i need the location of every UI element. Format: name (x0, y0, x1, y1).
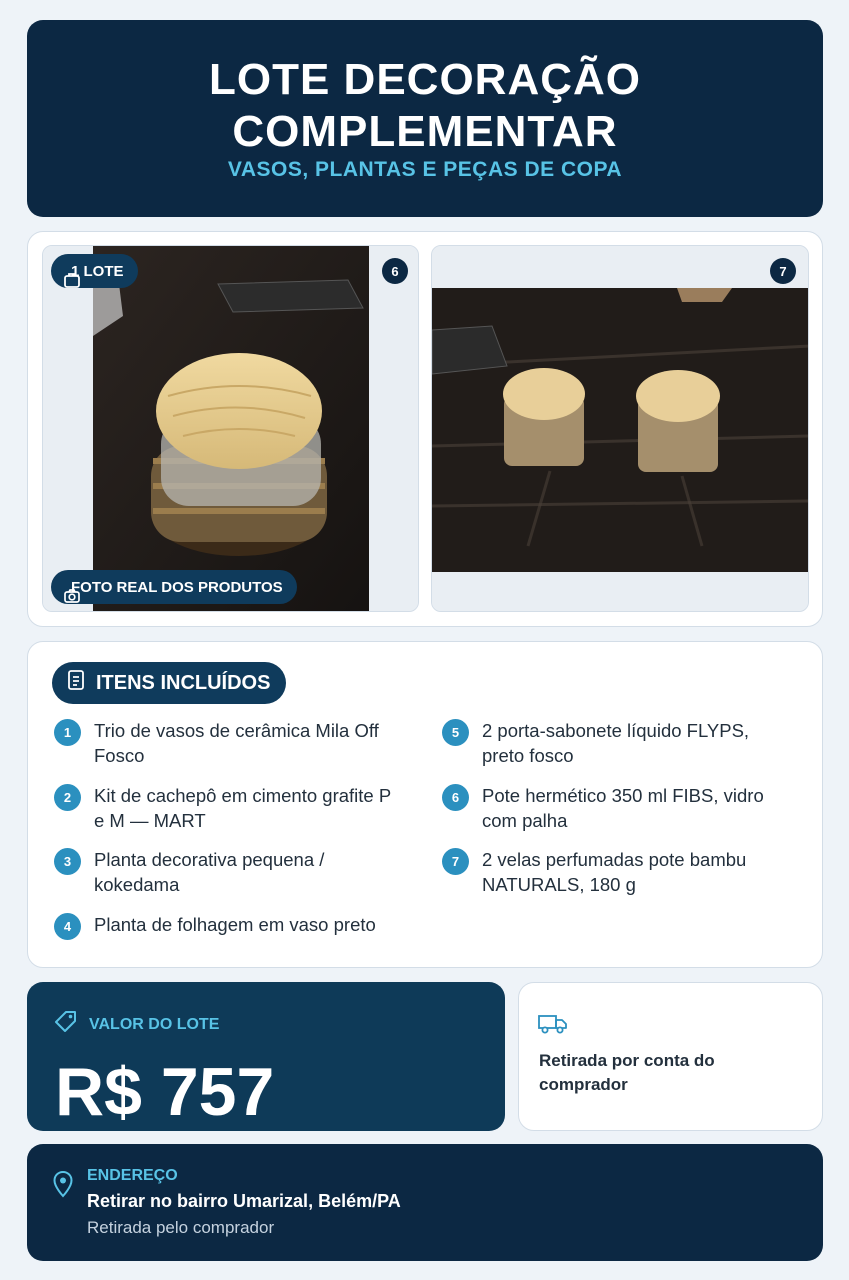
truck-icon (538, 1012, 568, 1041)
photo-number-badge: 6 (382, 258, 408, 284)
item-number: 1 (54, 719, 81, 746)
list-item (442, 847, 792, 897)
pickup-text: Retirada por conta do comprador (539, 1051, 715, 1094)
item-text: 2 porta-sabonete líquido FLYPS, preto fosco (482, 720, 750, 766)
address-card (27, 1144, 823, 1261)
lot-count-label: 1 LOTE (71, 262, 124, 280)
map-pin-icon (52, 1170, 74, 1203)
real-photo-label: FOTO REAL DOS PRODUTOS (71, 578, 283, 596)
list-item (54, 783, 404, 833)
address-secondary: Retirada pelo comprador (87, 1218, 275, 1237)
title-line-2: COMPLEMENTAR (232, 107, 618, 156)
items-heading (52, 662, 286, 704)
photo-gallery (27, 231, 823, 627)
list-item (442, 783, 792, 833)
tag-icon (53, 1009, 79, 1040)
item-text: Kit de cachepô em cimento grafite P e M — MART (94, 785, 391, 831)
item-text: Planta decorativa pequena / kokedama (94, 849, 325, 895)
page-title (27, 54, 823, 158)
address-label: ENDEREÇO (87, 1167, 178, 1184)
price-label: VALOR DO LOTE (89, 1015, 220, 1033)
item-text: Planta de folhagem em vaso preto (94, 914, 376, 935)
photo-number-badge: 7 (770, 258, 796, 284)
item-text: Pote hermético 350 ml FIBS, vidro com palha (482, 785, 764, 831)
item-number: 2 (54, 784, 81, 811)
address-main: Retirar no bairro Umarizal, Belém/PA (87, 1191, 401, 1211)
page-subtitle: VASOS, PLANTAS E PEÇAS DE COPA (227, 158, 623, 181)
included-items-card (27, 641, 823, 968)
product-photo-jar[interactable] (42, 245, 419, 612)
items-heading-label: ITENS INCLUÍDOS (96, 671, 271, 694)
price-value: R$ 757 (55, 1054, 275, 1130)
product-photo-candles[interactable] (431, 245, 809, 612)
item-number: 6 (442, 784, 469, 811)
real-photo-badge (51, 570, 297, 604)
list-item (54, 718, 404, 768)
list-item (54, 847, 404, 897)
header-banner (27, 20, 823, 217)
pickup-info-card (518, 982, 823, 1131)
list-item (442, 718, 792, 768)
list-item (54, 912, 404, 940)
item-text: Trio de vasos de cerâmica Mila Off Fosco (94, 720, 379, 766)
candles-photo-image (432, 246, 809, 612)
item-text: 2 velas perfumadas pote bambu NATURALS, 180 g (482, 849, 747, 895)
item-number: 3 (54, 848, 81, 875)
lot-count-badge (51, 254, 138, 288)
item-number: 5 (442, 719, 469, 746)
title-line-1: LOTE DECORAÇÃO (209, 55, 641, 104)
item-number: 7 (442, 848, 469, 875)
lot-price-card (27, 982, 505, 1131)
price-label-row (53, 1009, 219, 1040)
jar-photo-image (43, 246, 419, 612)
list-icon (66, 669, 86, 697)
item-number: 4 (54, 913, 81, 940)
